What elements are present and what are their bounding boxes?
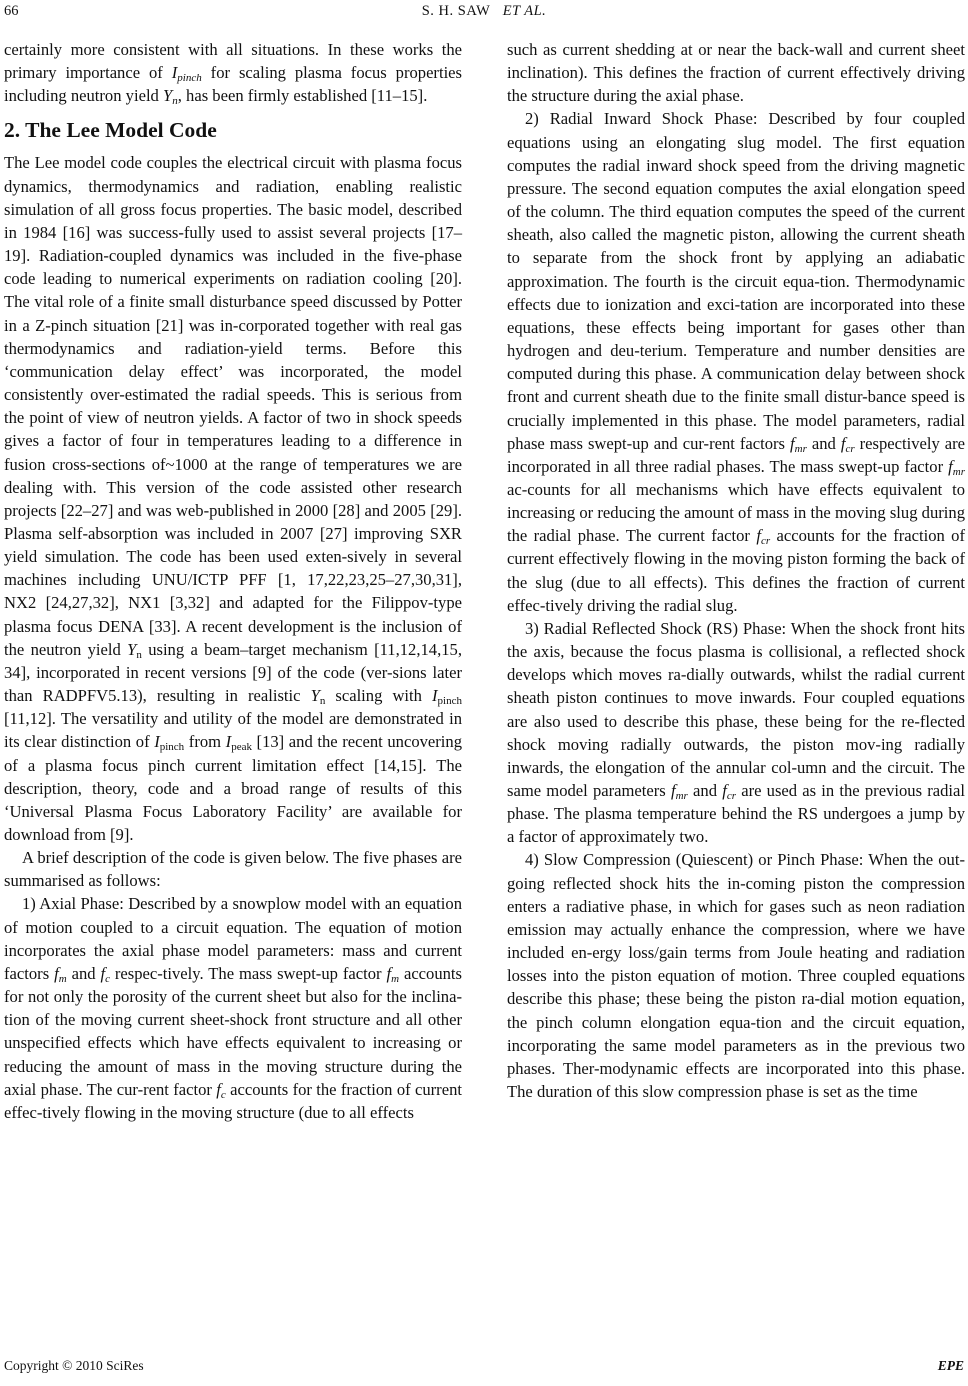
paragraph-axial-phase-continued: such as current shedding at or near the back-wall and current sheet inclination). This defines the fraction of current effectively driving the structure during the axial phase. xyxy=(507,40,965,106)
paragraph-radial-reflected-shock: 3) Radial Reflected Shock (RS) Phase: When the shock front hits the axis, because the focus plasma is collisional, a reflected shock develops which moves ra-dially outwards, whilst the radial current sheath piston continues to move inwards. Four coupled equations are also used to describe this phase, these being for the re-flected shock moving radially outwards, the piston mov-ing radially inwards, the elongation of the annular col-umn and the circuit. The same model parameters $f_{mr}$ and $f_{cr}$ are used as in the previous radial phase. The plasma temperature behind the RS undergoes a jump by a factor of approximately two. xyxy=(507,618,965,847)
section-title: 2. The Lee Model Code xyxy=(4,118,217,143)
page-footer xyxy=(0,1358,968,1382)
page-header xyxy=(0,0,968,28)
paragraph-axial-phase: 1) Axial Phase: Described by a snowplow model with an equation of motion coupled to a circuit equation. The equation of motion incorporates the axial phase model parameters: mass and current factors $f_m$ and $f_c$ respec-tively. The mass swept-up factor $f_m$ accounts for not only the porosity of the current sheet but also for the inclina-tion of the moving current sheet-shock front structure and all other unspecified effects which have effects equivalent to increasing or reducing the amount of mass in the moving structure during the axial phase. The cur-rent factor $f_c$ accounts for the fraction of current effec-tively flowing in the moving structure (due to all effects xyxy=(4,894,463,1122)
left-column xyxy=(4,38,462,1124)
paragraph-intro: certainly more consistent with all situations. In these works the primary importance of $I_{pinch}$ for scaling plasma focus properties including neutron yield $Y_n$, has been firmly established [11–15]. xyxy=(4,40,463,108)
page-number: 66 xyxy=(4,3,19,19)
running-head xyxy=(0,3,968,20)
copyright-notice: Copyright © 2010 SciRes xyxy=(4,1358,144,1373)
paragraph-brief-description: A brief description of the code is given below. The five phases are summarised as follows: xyxy=(4,848,462,891)
paragraph-slow-compression: 4) Slow Compression (Quiescent) or Pinch Phase: When the out-going reflected shock hits the in-coming piston the compression enters a radiative phase, in which for gases such as neon radiation emission may actually enhance the compression, where we have included en-ergy loss/gain terms from Joule heating and radiation losses into the piston equation of motion. Three coupled equations describe this phase; these being the piston ra-dial motion equation, the pinch column elongation equa-tion and the circuit equation, incorporating the same model parameters as in the previous two phases. Ther-modynamic effects are incorporated into this phase. The duration of this slow compression phase is set as the time xyxy=(507,850,965,1102)
journal-abbreviation: EPE xyxy=(937,1358,964,1373)
running-head-etal: ET AL. xyxy=(502,3,547,19)
running-head-authors: S. H. SAW xyxy=(421,3,491,19)
right-column xyxy=(507,38,965,1103)
paragraph-lee-model: The Lee model code couples the electrical circuit with plasma focus dynamics, thermodynamics and radiation, enabling realistic simulation of all gross focus properties. The basic model, described in 1984 [16] was success-fully used to assist several projects [17–19]. Radiation-coupled dynamics was included in the five-phase code leading to numerical experiments on radiation cooling [20]. The vital role of a finite small disturbance speed discussed by Potter in a Z-pinch situation [21] was in-corporated together with real gas thermodynamics and radiation-yield terms. Before this ‘communication delay effect’ was incorporated, the model consistently over-estimated the radial speeds. This is serious from the point of view of neutron yields. A factor of two in shock speeds gives a factor of four in temperatures leading to a difference in fusion cross-sections of~1000 at the range of temperatures we are dealing with. This version of the code assisted other research projects [22–27] and was web-published in 2000 [28] and 2005 [29]. Plasma self-absorption was included in 2007 [27] improving SXR yield simulation. The code has been used exten-sively in several machines including UNU/ICTP PFF [1, 17,22,23,25–27,30,31], NX2 [24,27,32], NX1 [3,32] and adapted for the Filippov-type plasma focus DENA [33]. A recent development is the inclusion of the neutron yield $Y_n$ using a beam–target mechanism [11,12,14,15, 34], incorporated in recent versions [9] of the code (ver-sions later than RADPFV5.13), resulting in realistic $Y_n$ scaling with $I_{pinch}$ [11,12]. The versatility and utility of the model are demonstrated in its clear distinction of $I_{pinch}$ from $I_{peak}$ [13] and the recent uncovering of a plasma focus pinch current limitation effect [14,15]. The description, theory, code and a broad range of results of this ‘Universal Plasma Focus Laboratory Facility’ are available for download from [9]. xyxy=(4,153,463,844)
paragraph-radial-inward-shock: 2) Radial Inward Shock Phase: Described by four coupled equations using an elongating slug model. The first equation computes the radial inward shock speed from the driving magnetic pressure. The second equation computes the axial elongation speed of the column. The third equation computes the speed of the current sheath, also called the magnetic piston, allowing the current sheath to separate from the shock front by applying an adiabatic approximation. The fourth is the circuit equa-tion. Thermodynamic effects due to ionization and exci-tation are incorporated into these equations, these effects being important for gases other than hydrogen and deu-terium. Temperature and number densities are computed during this phase. A communication delay between shock front and current sheath due to the finite small distur-bance speed is crucially implemented in this phase. The model parameters, radial phase mass swept-up and cur-rent factors $f_{mr}$ and $f_{cr}$ respectively are incorporated in all three radial phases. The mass swept-up factor $f_{mr}$ ac-counts for all mechanisms which have effects equivalent to increasing or reducing the amount of mass in the moving slug during the radial phase. The current factor $f_{cr}$ accounts for the fraction of current effectively flowing in the moving piston forming the back of the slug (due to all effects). This defines the fraction of current effec-tively driving the radial slug. xyxy=(507,109,966,615)
